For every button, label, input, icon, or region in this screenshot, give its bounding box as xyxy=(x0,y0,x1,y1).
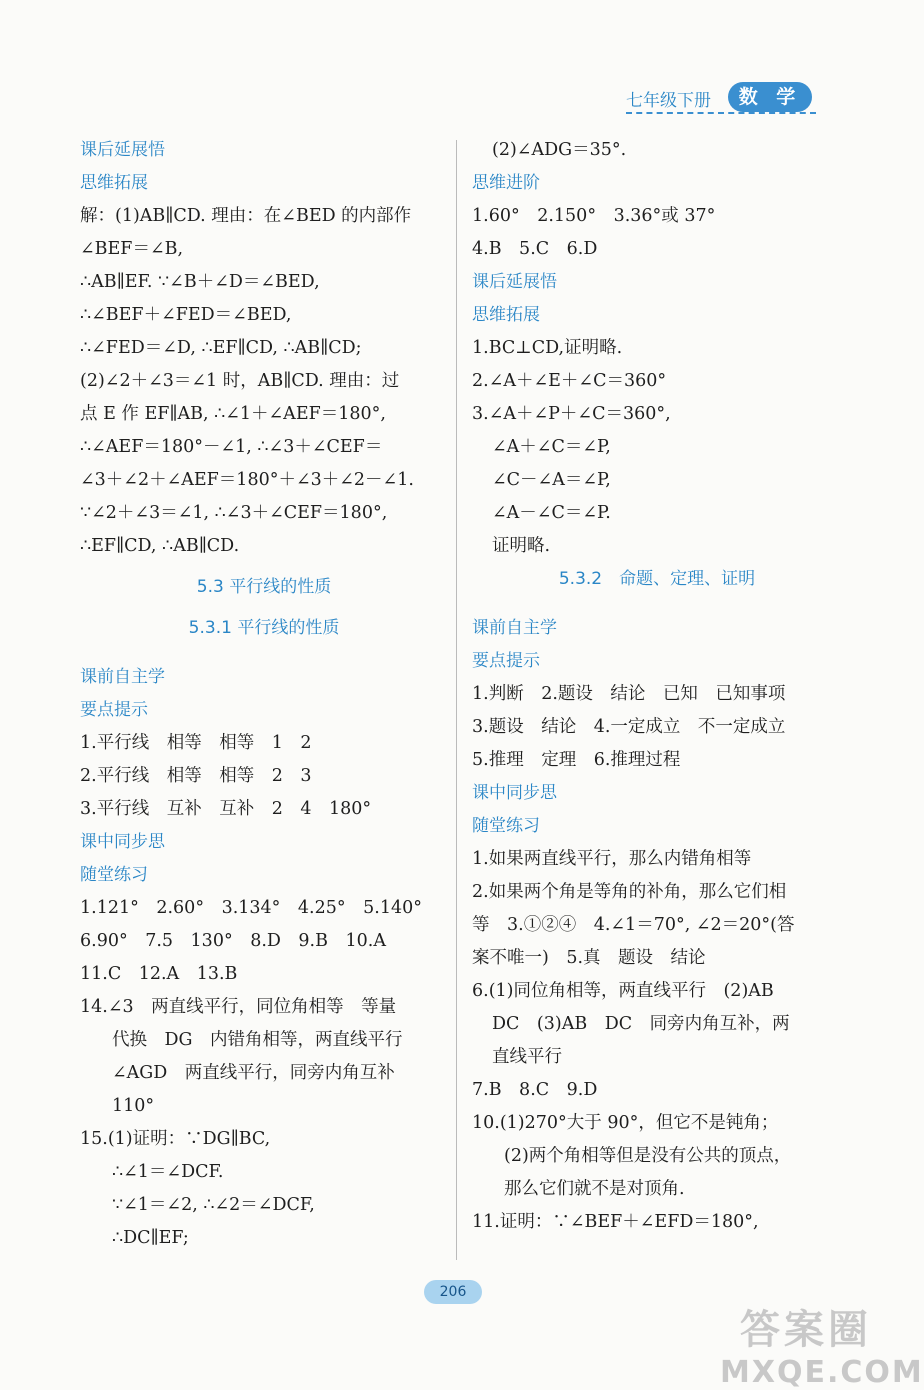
text-line: DC (3)AB DC 同旁内角互补，两 xyxy=(492,1014,790,1034)
section-heading: 课前自主学 xyxy=(472,618,557,638)
text-line: 2.∠A＋∠E＋∠C＝360° xyxy=(472,371,667,391)
section-heading: 课后延展悟 xyxy=(80,140,165,160)
section-heading: 课后延展悟 xyxy=(472,272,557,292)
page-number: 206 xyxy=(424,1280,482,1304)
text-line: 3.平行线 互补 互补 2 4 180° xyxy=(80,799,372,819)
text-line: 14.∠3 两直线平行，同位角相等 等量 xyxy=(80,997,397,1017)
section-heading: 要点提示 xyxy=(472,651,540,671)
header-rule xyxy=(626,112,816,114)
text-line: ∴DC∥EF; xyxy=(112,1228,189,1248)
text-line: 那么它们就不是对顶角. xyxy=(504,1179,685,1199)
right-column xyxy=(472,134,842,1239)
text-line: 点 E 作 EF∥AB, ∴∠1＋∠AEF＝180°, xyxy=(80,404,386,424)
text-line: 7.B 8.C 9.D xyxy=(472,1080,598,1100)
watermark-bottom-text: MXQE.COM xyxy=(720,1355,924,1390)
text-line: (2)∠2＋∠3＝∠1 时，AB∥CD. 理由：过 xyxy=(80,371,400,391)
text-line: ∠BEF＝∠B, xyxy=(80,239,184,259)
text-line: 1.平行线 相等 相等 1 2 xyxy=(80,733,312,753)
text-line: 5.推理 定理 6.推理过程 xyxy=(472,750,681,770)
text-line: 证明略. xyxy=(492,536,551,556)
text-line: ∵∠2＋∠3＝∠1, ∴∠3＋∠CEF＝180°, xyxy=(80,503,388,523)
text-line: 6.90° 7.5 130° 8.D 9.B 10.A xyxy=(80,931,386,951)
text-line: 1.BC⊥CD,证明略. xyxy=(472,338,623,358)
header-grade: 七年级下册 xyxy=(626,91,711,111)
text-line: ∠C－∠A＝∠P, xyxy=(492,470,611,490)
text-line: 3.题设 结论 4.一定成立 不一定成立 xyxy=(472,717,786,737)
text-line: 11.C 12.A 13.B xyxy=(80,964,238,984)
text-line: ∵∠1＝∠2, ∴∠2＝∠DCF, xyxy=(112,1195,315,1215)
text-line: ∠AGD 两直线平行，同旁内角互补 xyxy=(112,1063,395,1083)
text-line: ∠A－∠C＝∠P. xyxy=(492,503,611,523)
text-line: 代换 DG 内错角相等，两直线平行 xyxy=(112,1030,403,1050)
text-line: 110° xyxy=(112,1096,155,1116)
text-line: 3.∠A＋∠P＋∠C＝360°, xyxy=(472,404,671,424)
text-line: 1.判断 2.题设 结论 已知 已知事项 xyxy=(472,684,786,704)
section-heading: 课中同步思 xyxy=(472,783,557,803)
section-heading: 思维拓展 xyxy=(472,305,540,325)
section-heading: 要点提示 xyxy=(80,700,148,720)
section-heading: 思维拓展 xyxy=(80,173,148,193)
chapter-title: 5.3.1 平行线的性质 xyxy=(188,618,340,638)
text-line: 1.60° 2.150° 3.36°或 37° xyxy=(472,206,716,226)
text-line: 1.如果两直线平行，那么内错角相等 xyxy=(472,849,752,869)
header-subject-badge: 数 学 xyxy=(728,82,812,112)
text-line: 10.(1)270°大于 90°，但它不是钝角； xyxy=(472,1113,779,1133)
text-line: ∴EF∥CD, ∴AB∥CD. xyxy=(80,536,240,556)
watermark-logo xyxy=(720,1298,924,1390)
section-heading: 随堂练习 xyxy=(80,865,148,885)
text-line: ∴∠BEF＋∠FED＝∠BED, xyxy=(80,305,292,325)
text-line: 1.121° 2.60° 3.134° 4.25° 5.140° xyxy=(80,898,422,918)
text-line: 15.(1)证明：∵DG∥BC, xyxy=(80,1129,271,1149)
section-heading: 随堂练习 xyxy=(472,816,540,836)
text-line: ∠3＋∠2＋∠AEF＝180°＋∠3＋∠2－∠1. xyxy=(80,470,414,490)
text-line: 11.证明：∵∠BEF＋∠EFD＝180°, xyxy=(472,1212,759,1232)
section-heading: 课前自主学 xyxy=(80,667,165,687)
text-line: (2)∠ADG＝35°. xyxy=(492,140,627,160)
section-heading: 思维进阶 xyxy=(472,173,540,193)
column-divider xyxy=(456,140,457,1260)
text-line: 4.B 5.C 6.D xyxy=(472,239,598,259)
watermark-top-text: 答案圈 xyxy=(740,1307,872,1353)
text-line: 直线平行 xyxy=(492,1047,562,1067)
text-line: 6.(1)同位角相等，两直线平行 (2)AB xyxy=(472,981,774,1001)
text-line: (2)两个角相等但是没有公共的顶点， xyxy=(504,1146,792,1166)
text-line: 案不唯一) 5.真 题设 结论 xyxy=(472,948,706,968)
text-line: ∴∠AEF＝180°－∠1, ∴∠3＋∠CEF＝ xyxy=(80,437,383,457)
text-line: ∴∠FED＝∠D, ∴EF∥CD, ∴AB∥CD; xyxy=(80,338,362,358)
text-line: 2.如果两个角是等角的补角，那么它们相 xyxy=(472,882,787,902)
chapter-title: 5.3.2 命题、定理、证明 xyxy=(558,569,756,589)
text-line: ∴AB∥EF. ∵∠B＋∠D＝∠BED, xyxy=(80,272,320,292)
chapter-title: 5.3 平行线的性质 xyxy=(196,577,332,597)
text-line: 等 3.①②④ 4.∠1＝70°, ∠2＝20°(答 xyxy=(472,915,795,935)
text-line: 解：(1)AB∥CD. 理由：在∠BED 的内部作 xyxy=(80,206,412,226)
section-heading: 课中同步思 xyxy=(80,832,165,852)
text-line: 2.平行线 相等 相等 2 3 xyxy=(80,766,312,786)
text-line: ∴∠1＝∠DCF. xyxy=(112,1162,224,1182)
text-line: ∠A＋∠C＝∠P, xyxy=(492,437,611,457)
left-column xyxy=(80,134,448,1255)
